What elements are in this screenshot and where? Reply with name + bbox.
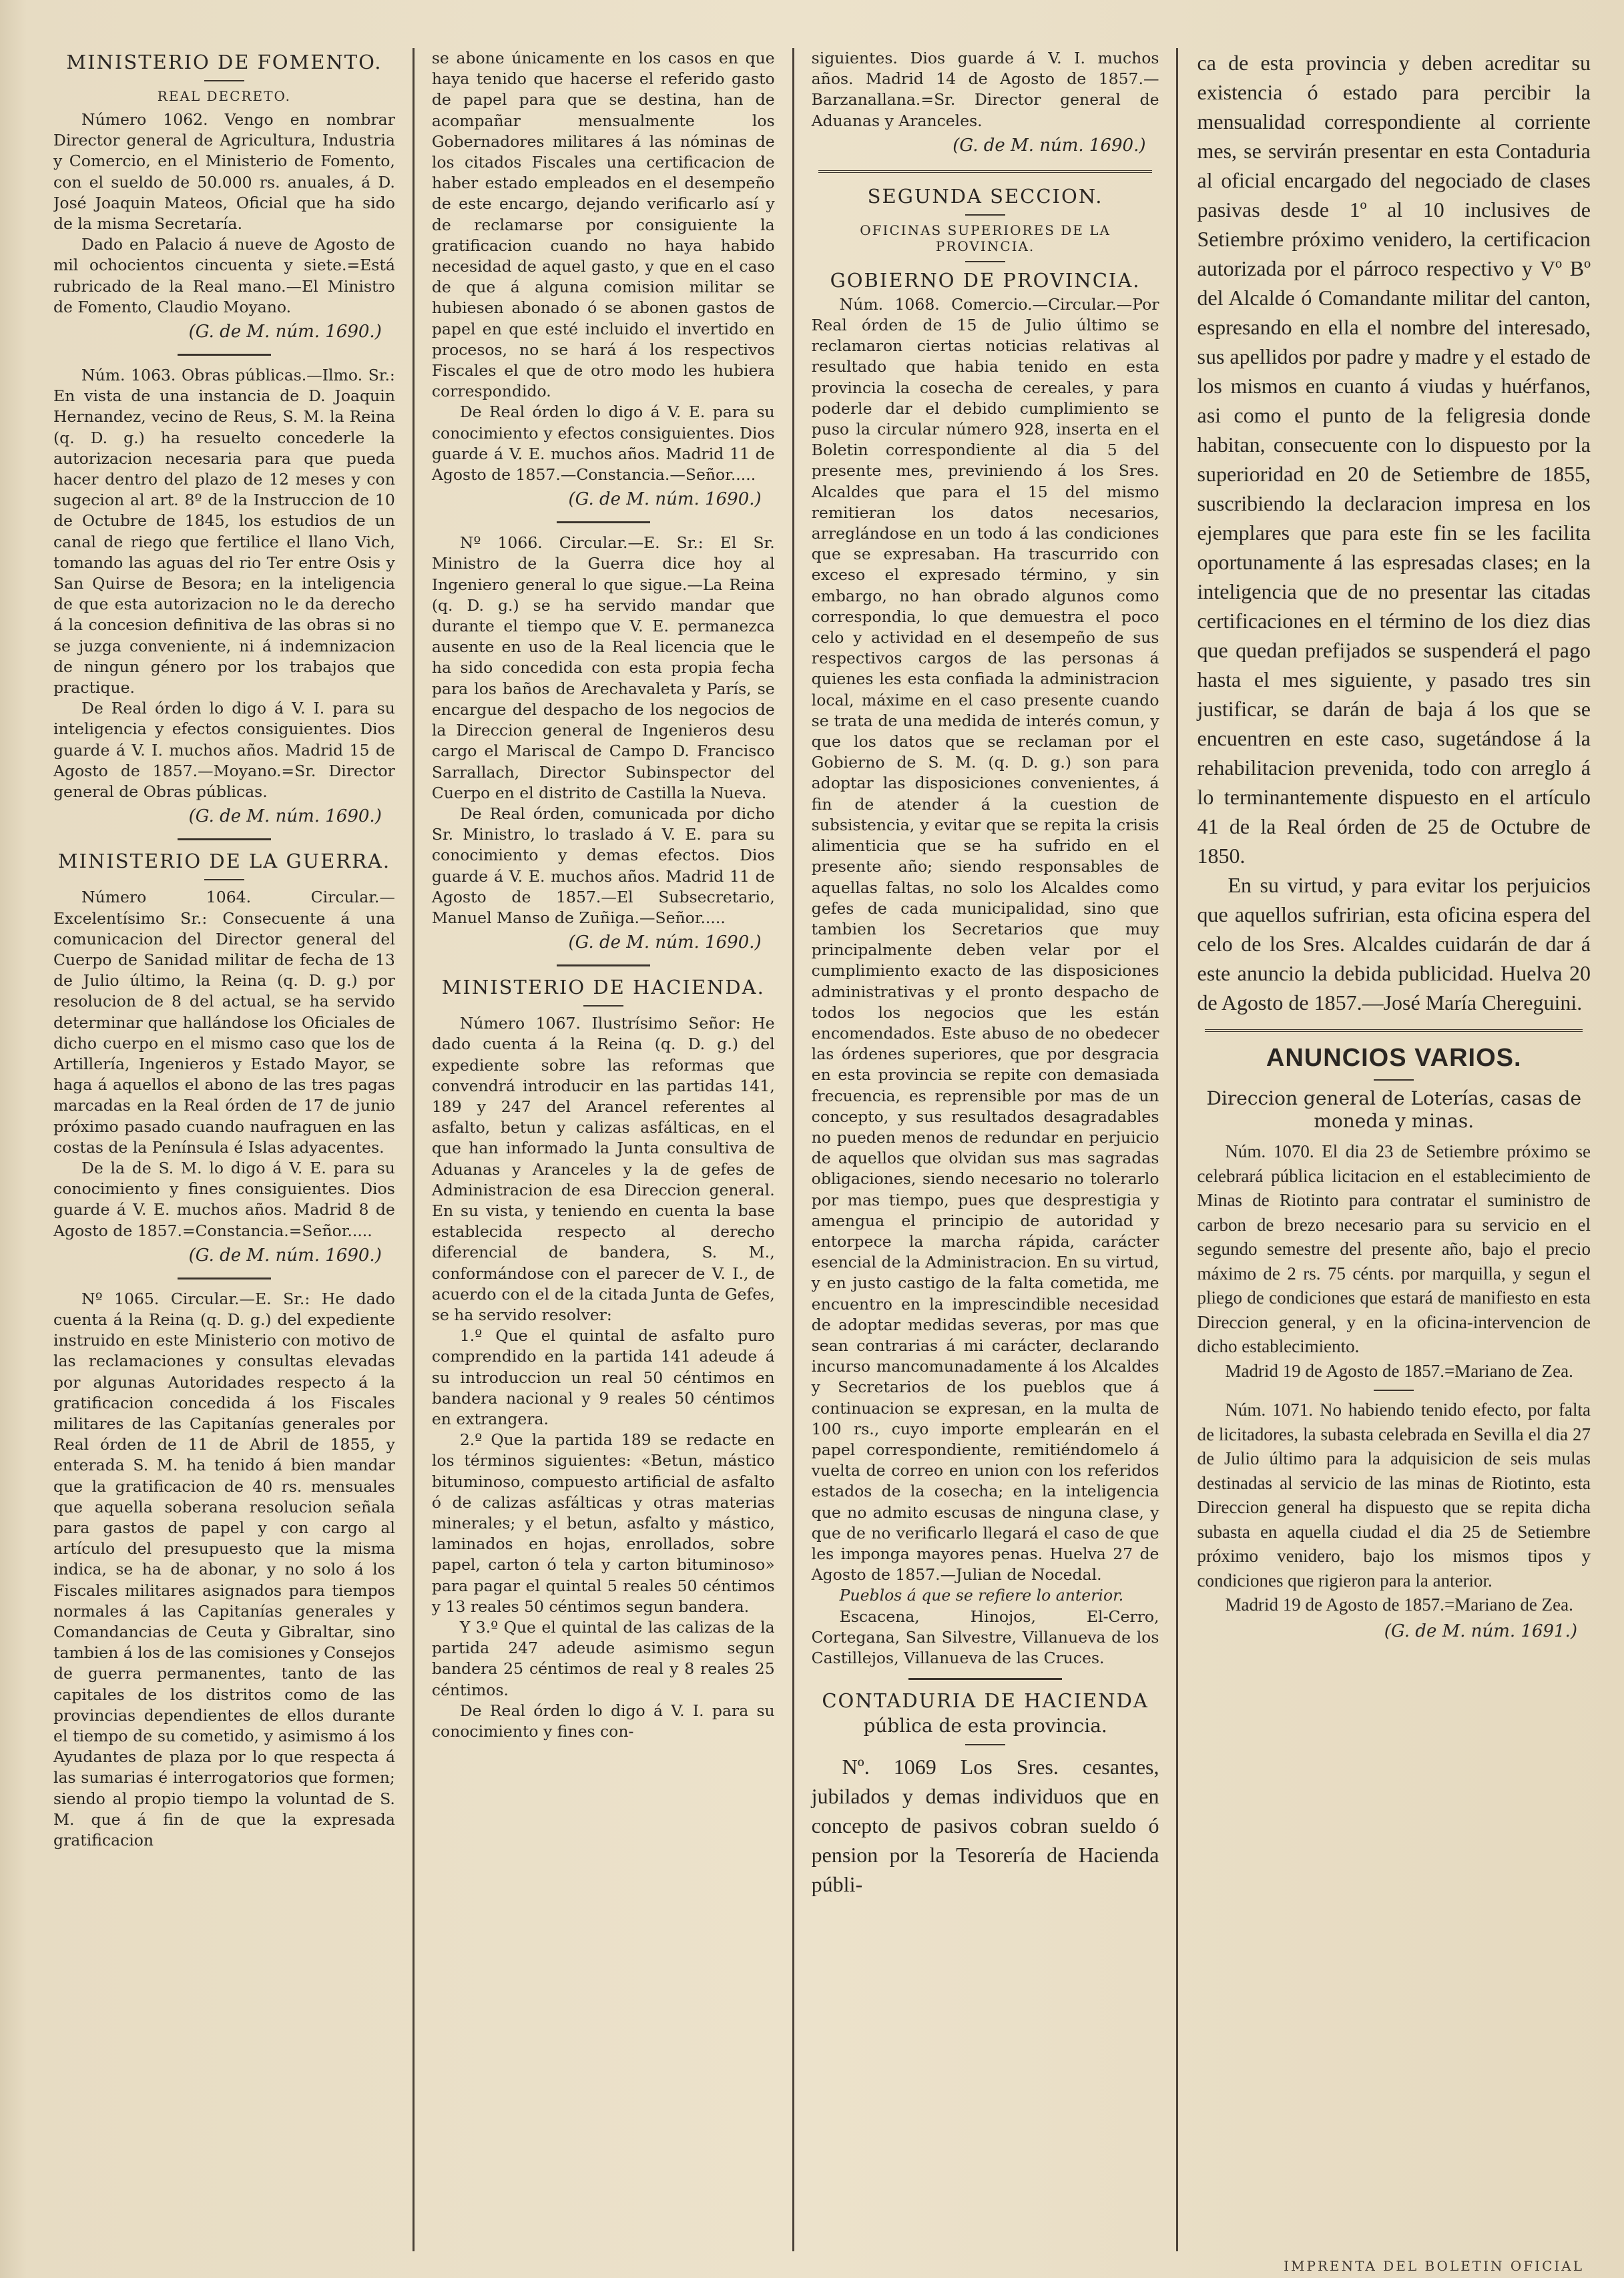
paragraph: De Real órden lo digo á V. I. para su inteligencia y efectos consiguientes. Dios guarde á V. I. muchos años. Madrid 15 de Agosto de 1857.—Moyano.=Sr. Director general de Obras públicas. xyxy=(53,699,395,802)
gazette-citation: (G. de M. núm. 1690.) xyxy=(188,322,382,342)
gazette-citation: (G. de M. núm. 1690.) xyxy=(568,932,762,953)
notice-paragraph: Núm. 1070. El dia 23 de Setiembre próximo se celebrará pública licitacion en el establecimiento de Minas de Riotinto para contratar el suministro de carbon de brezo necesario para su servicio en el segundo semestre del presente año, bajo el precio máximo de 2 rs. 75 cénts. por marquilla, y segun el pliego de condiciones que estará de manifiesto en esta Direccion general, y en la oficina-intervencion de dicho establecimiento. xyxy=(1197,1141,1591,1356)
notice-paragraph: Núm. 1071. No habiendo tenido efecto, por falta de licitadores, la subasta celebrada en Sevilla el dia 27 de Julio último para la adquisicion de seis mulas destinadas al servicio de las minas de Riotinto, esta Direccion general ha dispuesto que se repita dicha subasta en aquella ciudad el dia 25 de Setiembre próximo venidero, bajo los mismos tipos y condiciones que rigieron para la anterior. xyxy=(1197,1400,1591,1591)
gazette-citation: (G. de M. núm. 1690.) xyxy=(188,1245,382,1265)
gazette-citation: (G. de M. núm. 1690.) xyxy=(953,135,1146,156)
gazette-citation: (G. de M. núm. 1690.) xyxy=(188,806,382,827)
paragraph: Número 1064. Circular.—Excelentísimo Sr.: Consecuente á una comunicacion del Director general del Cuerpo de Sanidad militar de fecha de 13 de Julio último, la Reina (q. D. g.) por resolucion de 8 del actual, se ha servido determinar que hallándose los Oficiales de dicho cuerpo en el mismo caso que los de Artillería, Ingenieros y Estado Mayor, se haga á aquellos el abono de las tres pagas marcadas en la Real órden de 17 de junio próximo pasado cuando naufraguen en las costas de la Península é Islas adyacentes. xyxy=(53,888,395,1157)
separator-rule xyxy=(557,964,650,966)
separator-rule xyxy=(557,521,650,523)
section-subheading: OFICINAS SUPERIORES DE LA PROVINCIA. xyxy=(860,222,1111,254)
paragraph-continued: siguientes. Dios guarde á V. I. muchos años. Madrid 14 de Agosto de 1857.—Barzanallana.=Sr. Director general de Aduanas y Aranceles. xyxy=(811,49,1159,130)
section-heading: MINISTERIO DE LA GUERRA. xyxy=(57,850,391,873)
section-heading: MINISTERIO DE HACIENDA. xyxy=(441,976,765,999)
paragraph: Nº 1065. Circular.—E. Sr.: He dado cuenta á la Reina (q. D. g.) del expediente instruido en este Ministerio con motivo de las reclamaciones y consultas elevadas por algunas Autoridades respecto á la gratificacion concedida á los Fiscales militares de las Capitanías generales por Real órden de 11 de Abril de 1855, y enterada S. M. ha tenido á bien mandar que la gratificacion de 40 rs. mensuales que aquella soberana resolucion señala para gastos de papel y con cargo al artículo del presupuesto que la misma indica, se ha de abonar, y no solo á los Fiscales militares asignados para tiempos normales á las Capitanías generales y Comandancias de Ceuta y Gibraltar, sino tambien á los de las comisiones y Consejos de guerra permanentes, tanto de las capitales de los distritos como de las provincias dependientes de ellos durante el tiempo de su cometido, y asimismo á los Ayudantes de plaza por lo que respecta á las sumarias é interrogatorios que formen; siendo al propio tiempo la voluntad de S. M. que á fin de que la expresada gratificacion xyxy=(53,1289,395,1850)
columns xyxy=(53,48,1591,2251)
announcements-heading: ANUNCIOS VARIOS. xyxy=(1266,1044,1522,1072)
paragraph: De Real órden lo digo á V. I. para su conocimiento y fines con- xyxy=(431,1701,775,1741)
paragraph: De Real órden lo digo á V. E. para su conocimiento y efectos consiguientes. Dios guarde á V. E. muchos años. Madrid 11 de Agosto de 1857.—Constancia.—Señor..... xyxy=(431,402,775,485)
paragraph: De Real órden, comunicada por dicho Sr. Ministro, lo traslado á V. E. para su conocimiento y demas efectos. Dios guarde á V. E. muchos años. Madrid 11 de Agosto de 1857.—El Subsecretario, Manuel Manso de Zuñiga.—Señor..... xyxy=(431,804,775,927)
paragraph-continued: se abone únicamente en los casos en que haya tenido que hacerse el referido gasto de papel para que se destina, han de acompañar mensualmente los Gobernadores militares á las nóminas de los citados Fiscales una certificacion de haber estado empleados en el desempeño de este encargo, dejando verificarlo así y de reclamarse por consiguiente la gratificacion cuando no haya habido necesidad de aquel gasto, y que en el caso de que á alguna comision militar se hubiesen abonado ó se abonen gastos de papel en que esté incluido el invertido en procesos, no se hará á los respectivos Fiscales el que de otro modo les hubiera correspondido. xyxy=(431,49,775,401)
paragraph-large: Nº. 1069 Los Sres. cesantes, jubilados y demas individuos que en concepto de pasivos cobran sueldo ó pension por la Tesorería de Hacienda públi- xyxy=(811,1755,1159,1897)
separator-rule xyxy=(204,879,244,880)
paragraph: Número 1067. Ilustrísimo Señor: He dado cuenta á la Reina (q. D. g.) del expediente sobre las reformas que convendrá introducir en las partidas 141, 189 y 247 del Arancel referentes al asfalto, betun y calizas asfálticas, en el que han informado la Junta consultiva de Aduanas y Aranceles y la de gefes de Administracion de esa Direccion general. En su vista, y teniendo en cuenta la base establecida respecto al derecho diferencial de bandera, S. M., conformándose con el parecer de V. I., de acuerdo con el de la citada Junta de Gefes, se ha servido resolver: xyxy=(431,1014,775,1324)
paragraph: Dado en Palacio á nueve de Agosto de mil ochocientos cincuenta y siete.=Está rubricado de la Real mano.—El Ministro de Fomento, Claudio Moyano. xyxy=(53,235,395,316)
gazette-citation: (G. de M. núm. 1690.) xyxy=(568,489,762,510)
notice-paragraph: Madrid 19 de Agosto de 1857.=Mariano de Zea. xyxy=(1225,1360,1573,1381)
column-1 xyxy=(53,48,413,2251)
section-heading-sub: Direccion general de Loterías, casas de moneda y minas. xyxy=(1206,1087,1582,1132)
separator-rule xyxy=(583,1005,623,1007)
separator-rule xyxy=(818,170,1152,173)
printer-imprint: IMPRENTA DEL BOLETIN OFICIAL xyxy=(1284,2258,1584,2274)
separator-rule xyxy=(965,1744,1005,1745)
column-3 xyxy=(794,48,1177,2251)
paragraph: Núm. 1068. Comercio.—Circular.—Por Real órden de 15 de Julio último se reclamaron ciertas noticias relativas al resultado que habia tenido en esta provincia la cosecha de cereales, y para poderle dar el debido cumplimiento se puso la circular número 928, inserta en el Boletin correspondiente al dia 5 del presente mes, previniendo á los Sres. Alcaldes que para el 15 del mismo remitieran los datos necesarios, arreglándose en un todo á las condiciones que se expresaban. Ha trascurrido con exceso el expresado término, y sin embargo, no han obrado algunos como correspondia, lo que demuestra el poco celo y actividad en el desempeño de sus respectivos cargos de las personas á quienes les esta confiada la administracion local, máxime en el caso presente cuando se trata de una medida de interés comun, y que los datos que se reclaman por el Gobierno de S. M. (q. D. g.) son para adoptar las disposiciones convenientes, á fin de atender á la cuestion de subsistencia, y evitar que se repita la crisis alimenticia que se ha sufrido en el presente año; siendo responsables de aquellas faltas, no solo los Alcaldes como gefes de cada municipalidad, sino que tambien los Secretarios que muy principalmente deben velar por el cumplimiento exacto de las disposiciones administrativas y el pronto despacho de todos los negocios que les están encomendados. Este abuso de no obedecer las órdenes superiores, que por desgracia en esta provincia se repite con demasiada frecuencia, es reprensible por mas de un concepto, y sus resultados desagradables no pueden menos de redundar en perjuicio de aquellos que olvidan sus mas sagradas obligaciones, siendo necesario no tolerarlo por mas tiempo, pues que desprestigia y amengua el principio de autoridad y entorpece la marcha rápida, carácter esencial de la Administracion. En su virtud, y en justo castigo de la falta cometida, me encuentro en la imprescindible necesidad de adoptar medidas severas, por mas que sean contrarias á mi carácter, declarando incurso mancomunadamente á los Alcaldes y Secretarios de los pueblos que á continuacion se expresan, en la multa de 100 rs., cuyo importe emplearán en el papel correspondiente, remitiéndomelo á vuelta de correo en union con los referidos estados de la cosecha; en la inteligencia que no admito escusas de ninguna clase, y que de no verificarlo llegará el caso de que les imponga mayores penas. Huelva 27 de Agosto de 1857.—Julian de Nocedal. xyxy=(811,294,1159,1585)
section-heading: GOBIERNO DE PROVINCIA. xyxy=(830,268,1141,292)
separator-rule xyxy=(965,214,1005,216)
separator-rule xyxy=(1374,1079,1414,1081)
paragraph: 2.º Que la partida 189 se redacte en los términos siguientes: «Betun, mástico bituminoso, compuesto artificial de asfalto ó de calizas asfálticas y otras materias minerales; y el betun, asfalto y mástico, laminados en hojas, enrollados, sobre papel, carton ó tela y carton bituminoso» para pagar el quintal 5 reales 50 céntimos y 13 reales 50 céntimos segun bandera. xyxy=(431,1430,775,1616)
paragraph: De la de S. M. lo digo á V. E. para su conocimiento y fines consiguientes. Dios guarde á V. E. muchos años. Madrid 8 de Agosto de 1857.=Constancia.=Señor..... xyxy=(53,1158,395,1240)
separator-rule xyxy=(1374,1390,1414,1391)
italic-line: Pueblos á que se refiere lo anterior. xyxy=(839,1586,1124,1605)
paragraph: Escacena, Hinojos, El-Cerro, Cortegana, San Silvestre, Villanueva de los Castillejos, Villanueva de las Cruces. xyxy=(811,1607,1159,1668)
column-2 xyxy=(415,48,792,2251)
paragraph: Y 3.º Que el quintal de las calizas de la partida 247 adeude asimismo segun bandera 25 céntimos de real y 8 reales 25 céntimos. xyxy=(431,1618,775,1699)
gazette-citation: (G. de M. núm. 1691.) xyxy=(1384,1621,1577,1641)
separator-rule xyxy=(178,838,271,840)
paragraph: 1.º Que el quintal de asfalto puro comprendido en la partida 141 adeude á su introduccion un real 50 céntimos en bandera nacional y 9 reales 50 céntimos en extrangera. xyxy=(431,1326,775,1428)
paragraph-large: En su virtud, y para evitar los perjuicios que aquellos sufririan, esta oficina espera del celo de los Sres. Alcaldes cuidarán de dar á este anuncio la debida publicidad. Huelva 20 de Agosto de 1857.—José María Chereguini. xyxy=(1197,873,1591,1015)
separator-rule xyxy=(178,1277,271,1279)
section-heading-sub: pública de esta provincia. xyxy=(863,1715,1107,1737)
column-4 xyxy=(1178,48,1591,2251)
section-subheading: REAL DECRETO. xyxy=(157,88,292,104)
paragraph: Núm. 1063. Obras públicas.—Ilmo. Sr.: En vista de una instancia de D. Joaquin Hernandez, vecino de Reus, S. M. la Reina (q. D. g.) ha resuelto concederle la autorizacion necesaria para que pueda hacer dentro del plazo de 12 meses y con sugecion al art. 8º de la Instruccion de 10 de Octubre de 1845, los estudios de un canal de riego que fertilice el llano Vich, tomando las aguas del rio Ter entre Osis y San Quirse de Besora; en la inteligencia de que esta autorizacion no le da derecho á la concesion definitiva de las obras si no se juzga conveniente, ni á indemnizacion de ningun género por los trabajos que practique. xyxy=(53,366,395,697)
separator-rule xyxy=(178,354,271,356)
section-heading: MINISTERIO DE FOMENTO. xyxy=(66,51,382,73)
section-heading: CONTADURIA DE HACIENDA xyxy=(822,1689,1149,1713)
separator-rule xyxy=(1205,1029,1583,1032)
separator-rule xyxy=(908,1678,1062,1680)
separator-rule xyxy=(965,261,1005,262)
separator-rule xyxy=(204,80,244,81)
notice-paragraph: Madrid 19 de Agosto de 1857.=Mariano de Zea. xyxy=(1225,1595,1573,1615)
paragraph-large-continued: ca de esta provincia y deben acreditar su existencia ó estado para percibir la mensualidad correspondiente al corriente mes, se servirán presentar en esta Contaduria al oficial encargado del negociado de clases pasivas desde 1º al 10 inclusives de Setiembre próximo venidero, la certificacion autorizada por el párroco respectivo y Vº Bº del Alcalde ó Comandante militar del canton, espresando en ella el nombre del interesado, sus apellidos por padre y madre y el estado de los mismos en cuanto á viudas y huérfanos, asi como el punto de la feligresia donde habitan, consecuente con lo dispuesto por la superioridad en 20 de Setiembre de 1855, suscribiendo la declaracion impresa en los ejemplares que para este fin se les facilita oportunamente á las espresadas clases; en la inteligencia que de no presentar las citadas certificaciones en el término de los diez dias que quedan prefijados se suspenderá el pago hasta el mes siguiente, y pasado tres sin justificar, se darán de baja á los que se encuentren en este caso, sugetándose á la rehabilitacion prevenida, todo con arreglo á lo terminantemente dispuesto en el artículo 41 de la Real órden de 25 de Octubre de 1850. xyxy=(1197,51,1591,868)
paragraph: Número 1062. Vengo en nombrar Director general de Agricultura, Industria y Comercio, en el Ministerio de Fomento, con el sueldo de 50.000 rs. anuales, á D. José Joaquin Mateos, Oficial que ha sido de la misma Secretaría. xyxy=(53,110,395,234)
paragraph: Nº 1066. Circular.—E. Sr.: El Sr. Ministro de la Guerra dice hoy al Ingeniero general lo que sigue.—La Reina (q. D. g.) se ha servido mandar que durante el tiempo que V. E. permanezca ausente en uso de la Real licencia que le ha sido concedida con esta propia fecha para los baños de Arechavaleta y París, se encargue del despacho de los negocios de la Direccion general de Ingenieros desu cargo el Mariscal de Campo D. Francisco Sarrallach, Director Subinspector del Cuerpo en el distrito de Castilla la Nueva. xyxy=(431,533,775,802)
section-heading: SEGUNDA SECCION. xyxy=(867,184,1103,208)
